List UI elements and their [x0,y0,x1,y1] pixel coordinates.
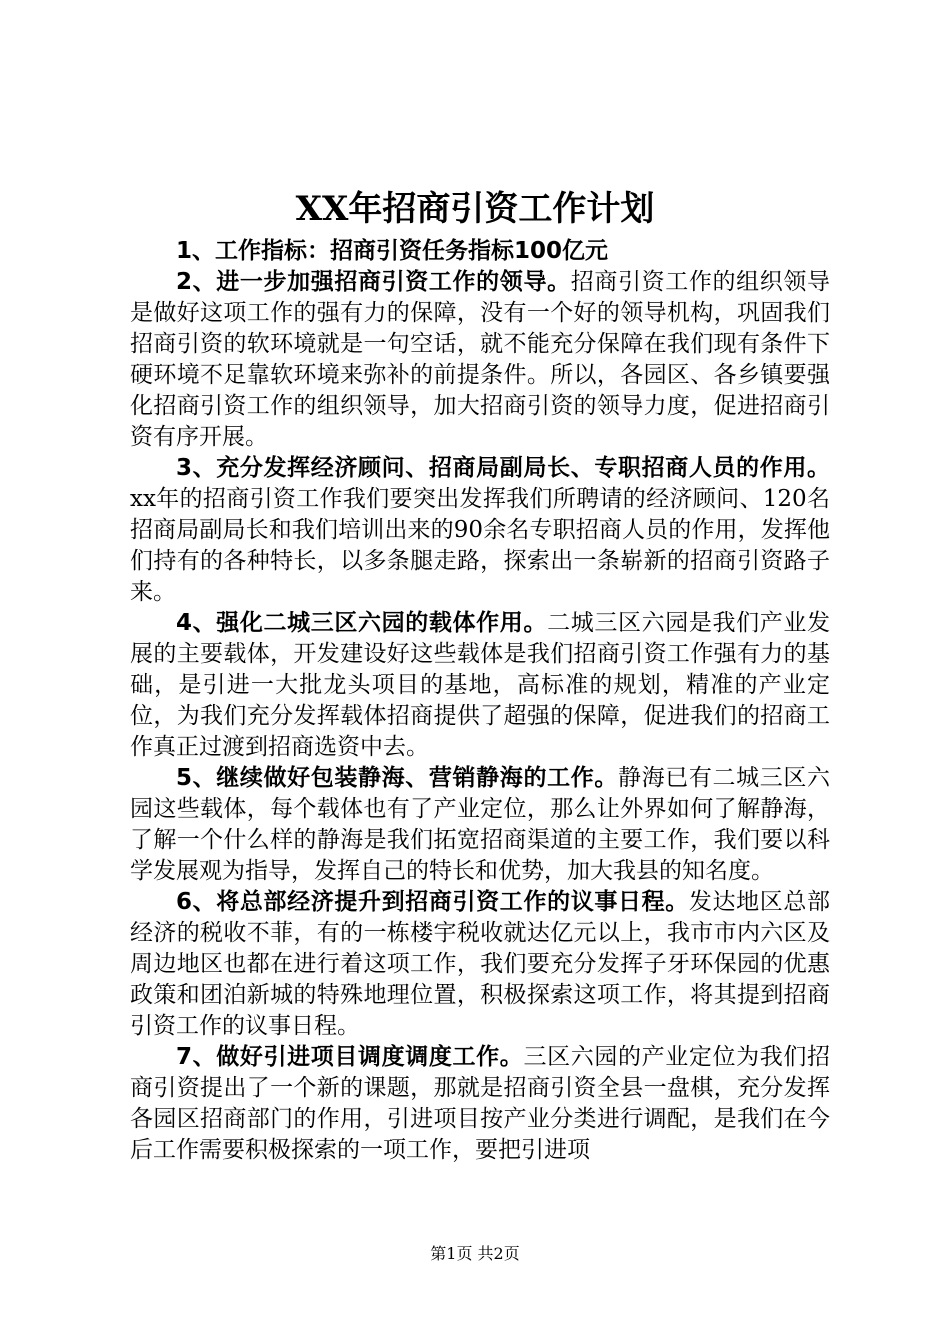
paragraph-text: 招商引资工作的组织领导是做好这项工作的强有力的保障，没有一个好的领导机构，巩固我们招商引资的软环境就是一句空话，就不能充分保障在我们现有条件下硬环境不足靠软环境来弥补的前提条件。所以，各园区、各乡镇要强化招商引资工作的组织领导，加大招商引资的领导力度，促进招商引资有序开展。 [130,269,830,450]
paragraph-lead: 4、强化二城三区六园的载体作用。 [176,610,548,636]
paragraph-lead: 2、进一步加强招商引资工作的领导。 [176,269,571,295]
paragraph-7 [130,1042,830,1166]
paragraph-3 [130,453,830,608]
paragraph-2 [130,267,830,453]
paragraph-text: xx年的招商引资工作我们要突出发挥我们所聘请的经济顾问、120名招商局副局长和我们培训出来的90余名专职招商人员的作用，发挥他们持有的各种特长，以多条腿走路，探索出一条崭新的招商引资路子来。 [130,486,830,605]
paragraph-lead: 6、将总部经济提升到招商引资工作的议事日程。 [176,889,689,915]
paragraph-1 [130,236,830,267]
paragraph-text: 发达地区总部经济的税收不菲，有的一栋楼宇税收就达亿元以上，我市市内六区及周边地区也都在进行着这项工作，我们要充分发挥子牙环保园的优惠政策和团泊新城的特殊地理位置，积极探索这项工作，将其提到招商引资工作的议事日程。 [130,889,830,1039]
paragraph-lead: 3、充分发挥经济顾问、招商局副局长、专职招商人员的作用。 [176,455,830,481]
document-body [130,236,830,1166]
paragraph-lead: 7、做好引进项目调度调度工作。 [176,1044,524,1070]
paragraph-lead: 1、工作指标：招商引资任务指标100亿元 [176,238,609,264]
page-number: 第1页 共2页 [430,1244,520,1263]
paragraph-text: 三区六园的产业定位为我们招商引资提出了一个新的课题，那就是招商引资全县一盘棋，充分发挥各园区招商部门的作用，引进项目按产业分类进行调配，是我们在今后工作需要积极探索的一项工作，要把引进项 [130,1044,831,1163]
paragraph-text: 静海已有二城三区六园这些载体，每个载体也有了产业定位，那么让外界如何了解静海，了解一个什么样的静海是我们拓宽招商渠道的主要工作，我们要以科学发展观为指导，发挥自己的特长和优势，加大我县的知名度。 [130,765,831,884]
paragraph-4 [130,608,830,763]
paragraph-6 [130,887,830,1042]
page-footer [0,1244,950,1264]
paragraph-text: 二城三区六园是我们产业发展的主要载体，开发建设好这些载体是我们招商引资工作强有力的基础，是引进一大批龙头项目的基地，高标准的规划，精准的产业定位，为我们充分发挥载体招商提供了超强的保障，促进我们的招商工作真正过渡到招商选资中去。 [130,610,830,760]
paragraph-lead: 5、继续做好包装静海、营销静海的工作。 [176,765,618,791]
document-title: XX年招商引资工作计划 [295,189,655,229]
paragraph-5 [130,763,830,887]
